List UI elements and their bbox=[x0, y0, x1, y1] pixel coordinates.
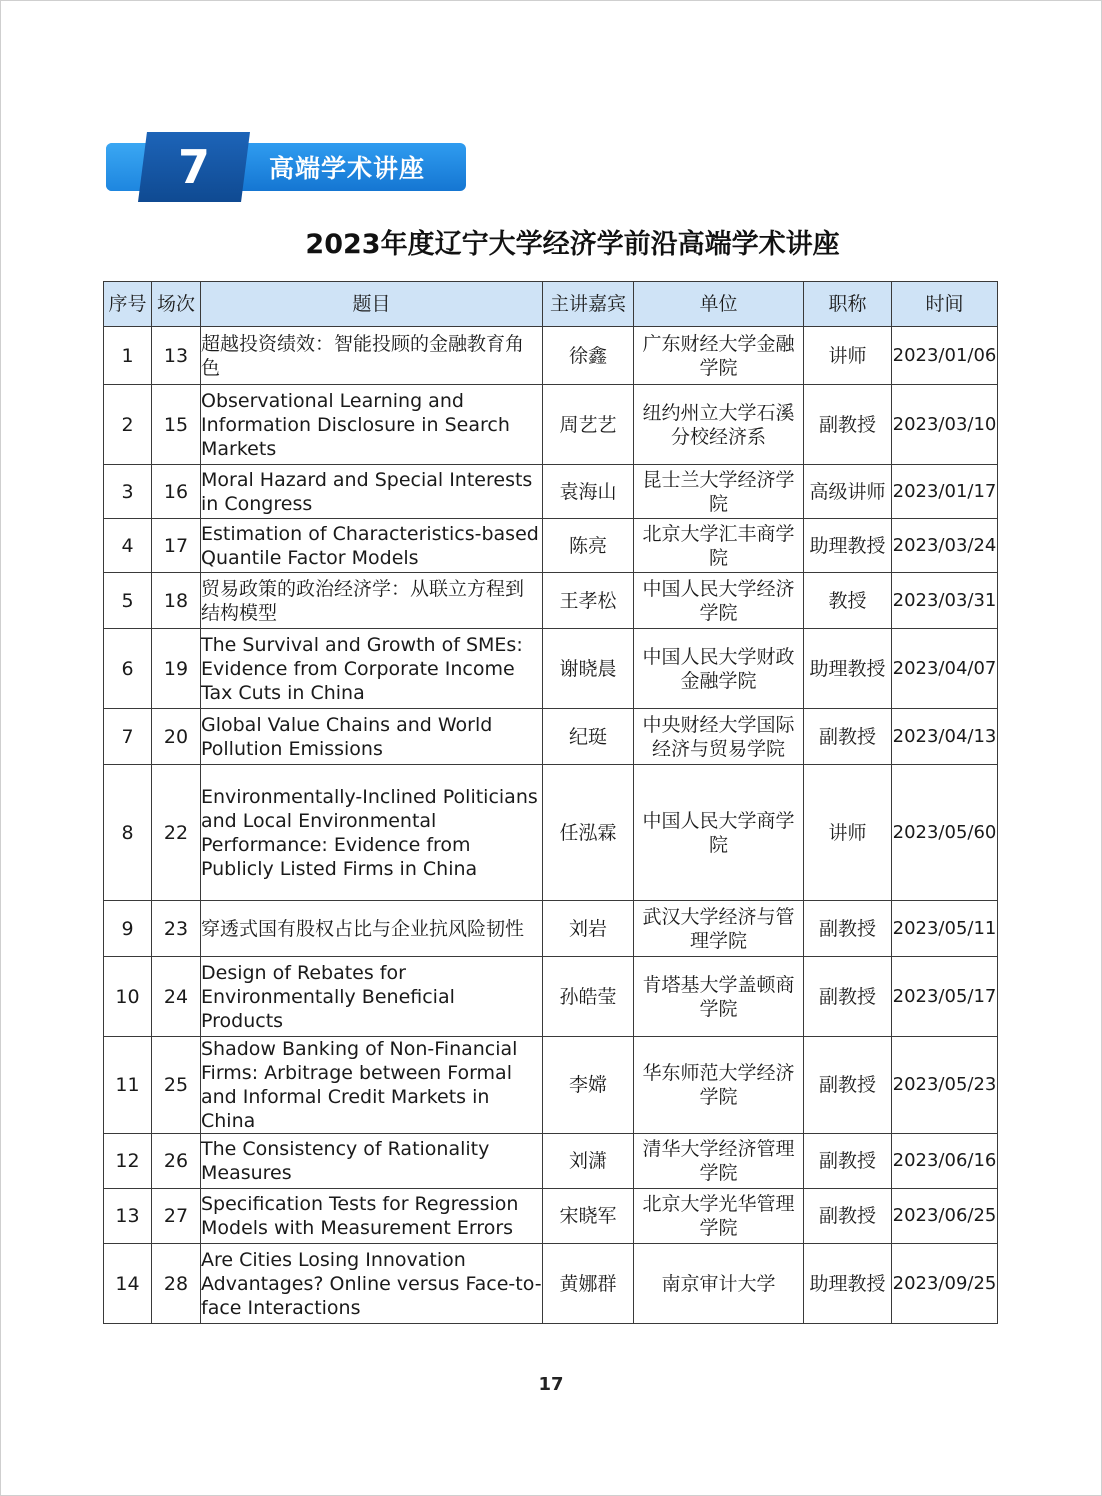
row-no: 11 bbox=[104, 1037, 152, 1134]
row-speaker: 徐鑫 bbox=[543, 327, 634, 385]
row-unit: 中国人民大学财政金融学院 bbox=[634, 629, 804, 709]
row-unit: 南京审计大学 bbox=[634, 1244, 804, 1324]
row-no: 2 bbox=[104, 385, 152, 465]
table-row bbox=[104, 1037, 998, 1134]
row-session: 15 bbox=[152, 385, 201, 465]
table-row bbox=[104, 573, 998, 629]
row-topic: Specification Tests for Regression Models with Measurement Errors bbox=[201, 1189, 543, 1244]
row-topic: Observational Learning and Information Disclosure in Search Markets bbox=[201, 385, 543, 465]
row-session: 16 bbox=[152, 465, 201, 519]
document-title: 2023年度辽宁大学经济学前沿高端学术讲座 bbox=[305, 229, 840, 260]
row-topic: Design of Rebates for Environmentally Beneficial Products bbox=[201, 957, 543, 1037]
row-date: 2023/06/25 bbox=[892, 1189, 998, 1244]
row-speaker: 纪珽 bbox=[543, 709, 634, 765]
table-row bbox=[104, 1244, 998, 1324]
table-header-row bbox=[104, 282, 998, 327]
row-session: 26 bbox=[152, 1134, 201, 1189]
row-rank: 高级讲师 bbox=[804, 465, 892, 519]
row-date: 2023/04/13 bbox=[892, 709, 998, 765]
row-session: 28 bbox=[152, 1244, 201, 1324]
row-unit: 纽约州立大学石溪分校经济系 bbox=[634, 385, 804, 465]
row-topic: 超越投资绩效：智能投顾的金融教育角色 bbox=[201, 327, 543, 385]
row-rank: 教授 bbox=[804, 573, 892, 629]
section-number: 7 bbox=[177, 140, 210, 194]
row-topic: 穿透式国有股权占比与企业抗风险韧性 bbox=[201, 901, 543, 957]
row-date: 2023/01/06 bbox=[892, 327, 998, 385]
table-row bbox=[104, 957, 998, 1037]
row-no: 14 bbox=[104, 1244, 152, 1324]
row-session: 22 bbox=[152, 765, 201, 901]
row-date: 2023/06/16 bbox=[892, 1134, 998, 1189]
row-date: 2023/05/23 bbox=[892, 1037, 998, 1134]
row-topic: The Consistency of Rationality Measures bbox=[201, 1134, 543, 1189]
table-row bbox=[104, 765, 998, 901]
row-session: 23 bbox=[152, 901, 201, 957]
row-no: 1 bbox=[104, 327, 152, 385]
row-topic: Global Value Chains and World Pollution Emissions bbox=[201, 709, 543, 765]
row-topic: 贸易政策的政治经济学：从联立方程到结构模型 bbox=[201, 573, 543, 629]
row-unit: 中央财经大学国际经济与贸易学院 bbox=[634, 709, 804, 765]
row-speaker: 周艺艺 bbox=[543, 385, 634, 465]
row-date: 2023/05/17 bbox=[892, 957, 998, 1037]
row-speaker: 任泓霖 bbox=[543, 765, 634, 901]
row-no: 9 bbox=[104, 901, 152, 957]
row-session: 17 bbox=[152, 519, 201, 573]
table-row bbox=[104, 1134, 998, 1189]
row-rank: 助理教授 bbox=[804, 1244, 892, 1324]
row-session: 25 bbox=[152, 1037, 201, 1134]
row-speaker: 陈亮 bbox=[543, 519, 634, 573]
row-speaker: 谢晓晨 bbox=[543, 629, 634, 709]
row-session: 19 bbox=[152, 629, 201, 709]
row-rank: 副教授 bbox=[804, 1037, 892, 1134]
row-date: 2023/03/10 bbox=[892, 385, 998, 465]
lecture-table bbox=[103, 281, 998, 1324]
row-date: 2023/05/11 bbox=[892, 901, 998, 957]
row-date: 2023/03/31 bbox=[892, 573, 998, 629]
table-row bbox=[104, 709, 998, 765]
row-topic: Shadow Banking of Non-Financial Firms: Arbitrage between Formal and Informal Credit Markets in China bbox=[201, 1037, 543, 1134]
row-unit: 北京大学汇丰商学院 bbox=[634, 519, 804, 573]
row-topic: Estimation of Characteristics-based Quantile Factor Models bbox=[201, 519, 543, 573]
row-speaker: 王孝松 bbox=[543, 573, 634, 629]
table-row bbox=[104, 327, 998, 385]
row-date: 2023/09/25 bbox=[892, 1244, 998, 1324]
table-row bbox=[104, 629, 998, 709]
header-rank: 职称 bbox=[804, 282, 892, 327]
row-unit: 中国人民大学商学院 bbox=[634, 765, 804, 901]
row-rank: 讲师 bbox=[804, 327, 892, 385]
row-unit: 武汉大学经济与管理学院 bbox=[634, 901, 804, 957]
row-unit: 华东师范大学经济学院 bbox=[634, 1037, 804, 1134]
header-no: 序号 bbox=[104, 282, 152, 327]
section-label: 高端学术讲座 bbox=[269, 154, 426, 183]
row-rank: 讲师 bbox=[804, 765, 892, 901]
row-session: 20 bbox=[152, 709, 201, 765]
row-unit: 肯塔基大学盖顿商学院 bbox=[634, 957, 804, 1037]
row-speaker: 宋晓军 bbox=[543, 1189, 634, 1244]
row-rank: 副教授 bbox=[804, 1134, 892, 1189]
row-speaker: 李嫦 bbox=[543, 1037, 634, 1134]
row-session: 18 bbox=[152, 573, 201, 629]
row-no: 4 bbox=[104, 519, 152, 573]
row-session: 13 bbox=[152, 327, 201, 385]
row-rank: 助理教授 bbox=[804, 629, 892, 709]
row-no: 5 bbox=[104, 573, 152, 629]
table-row bbox=[104, 519, 998, 573]
row-no: 6 bbox=[104, 629, 152, 709]
table-row bbox=[104, 1189, 998, 1244]
row-date: 2023/04/07 bbox=[892, 629, 998, 709]
section-badge bbox=[106, 132, 466, 202]
row-topic: Moral Hazard and Special Interests in Congress bbox=[201, 465, 543, 519]
row-rank: 助理教授 bbox=[804, 519, 892, 573]
row-unit: 广东财经大学金融学院 bbox=[634, 327, 804, 385]
row-unit: 北京大学光华管理学院 bbox=[634, 1189, 804, 1244]
row-no: 8 bbox=[104, 765, 152, 901]
table-row bbox=[104, 901, 998, 957]
row-speaker: 袁海山 bbox=[543, 465, 634, 519]
table-row bbox=[104, 465, 998, 519]
row-session: 27 bbox=[152, 1189, 201, 1244]
row-date: 2023/05/60 bbox=[892, 765, 998, 901]
header-unit: 单位 bbox=[634, 282, 804, 327]
row-session: 24 bbox=[152, 957, 201, 1037]
row-rank: 副教授 bbox=[804, 1189, 892, 1244]
row-no: 3 bbox=[104, 465, 152, 519]
row-no: 10 bbox=[104, 957, 152, 1037]
page-number: 17 bbox=[538, 1374, 564, 1395]
row-rank: 副教授 bbox=[804, 709, 892, 765]
table-row bbox=[104, 385, 998, 465]
row-rank: 副教授 bbox=[804, 385, 892, 465]
row-speaker: 黄娜群 bbox=[543, 1244, 634, 1324]
row-date: 2023/03/24 bbox=[892, 519, 998, 573]
row-date: 2023/01/17 bbox=[892, 465, 998, 519]
row-speaker: 刘岩 bbox=[543, 901, 634, 957]
row-unit: 昆士兰大学经济学院 bbox=[634, 465, 804, 519]
row-no: 12 bbox=[104, 1134, 152, 1189]
header-date: 时间 bbox=[892, 282, 998, 327]
header-session: 场次 bbox=[152, 282, 201, 327]
header-topic: 题目 bbox=[201, 282, 543, 327]
row-rank: 副教授 bbox=[804, 901, 892, 957]
row-speaker: 刘潇 bbox=[543, 1134, 634, 1189]
row-unit: 清华大学经济管理学院 bbox=[634, 1134, 804, 1189]
header-speaker: 主讲嘉宾 bbox=[543, 282, 634, 327]
row-topic: Environmentally-Inclined Politicians and Local Environmental Performance: Evidence from Publicly Listed Firms in China bbox=[201, 765, 543, 901]
row-topic: Are Cities Losing Innovation Advantages? Online versus Face-to-face Interactions bbox=[201, 1244, 543, 1324]
row-unit: 中国人民大学经济学院 bbox=[634, 573, 804, 629]
row-no: 13 bbox=[104, 1189, 152, 1244]
row-topic: The Survival and Growth of SMEs: Evidence from Corporate Income Tax Cuts in China bbox=[201, 629, 543, 709]
row-rank: 副教授 bbox=[804, 957, 892, 1037]
row-no: 7 bbox=[104, 709, 152, 765]
row-speaker: 孙皓莹 bbox=[543, 957, 634, 1037]
